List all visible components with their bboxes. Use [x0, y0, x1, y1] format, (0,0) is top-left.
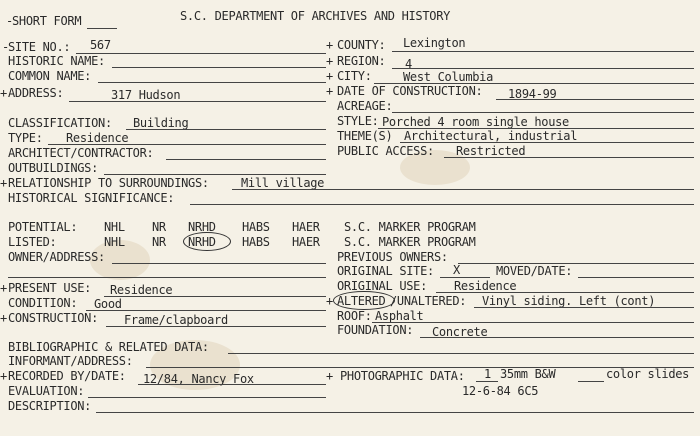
historical-significance-line	[190, 204, 694, 205]
acreage-label: ACREAGE:	[337, 99, 393, 113]
form-title: S.C. DEPARTMENT OF ARCHIVES AND HISTORY	[180, 9, 451, 23]
condition-label: CONDITION:	[8, 296, 78, 310]
city-label: CITY:	[337, 69, 372, 83]
color-slides-label: color slides	[606, 367, 690, 381]
region-label: REGION:	[337, 54, 386, 68]
common-name-label: COMMON NAME:	[8, 69, 92, 83]
architect-contractor-label: ARCHITECT/CONTRACTOR:	[8, 146, 154, 160]
listed-haer: HAER	[292, 235, 320, 249]
present-use-label: PRESENT USE:	[8, 281, 92, 295]
classification-line	[126, 129, 326, 130]
plus-mark: +	[326, 294, 333, 308]
type-line	[48, 144, 326, 145]
recorded-by-value: 12/84, Nancy Fox	[143, 372, 254, 386]
construction-line	[106, 326, 326, 327]
previous-owners-label: PREVIOUS OWNERS:	[337, 250, 448, 264]
evaluation-line	[88, 397, 326, 398]
plus-mark: +	[0, 369, 7, 383]
listed-nr: NR	[152, 235, 166, 249]
site-no-label: SITE NO.:	[8, 40, 71, 54]
bibliographic-line	[228, 353, 694, 354]
original-site-label: ORIGINAL SITE:	[337, 264, 434, 278]
bibliographic-label: BIBLIOGRAPHIC & RELATED DATA:	[8, 340, 209, 354]
photographic-data-label: PHOTOGRAPHIC DATA:	[340, 369, 465, 383]
altered-value: Vinyl siding. Left (cont)	[482, 294, 656, 308]
short-form-label: SHORT FORM	[12, 14, 82, 28]
plus-mark: +	[326, 54, 333, 68]
outbuildings-label: OUTBUILDINGS:	[8, 161, 99, 175]
potential-nrhd: NRHD	[188, 220, 216, 234]
original-site-value: X	[453, 263, 460, 277]
style-label: STYLE:	[337, 114, 379, 128]
description-label: DESCRIPTION:	[8, 399, 92, 413]
listed-nhl: NHL	[104, 235, 125, 249]
recorded-by-line	[138, 384, 326, 385]
original-use-label: ORIGINAL USE:	[337, 279, 428, 293]
potential-haer: HAER	[292, 220, 320, 234]
previous-owners-line	[458, 263, 694, 264]
roof-line	[372, 322, 694, 323]
unaltered-label: /UNALTERED:	[390, 294, 467, 308]
photo-date-roll: 12-6-84 6C5	[462, 384, 539, 398]
foundation-line	[420, 337, 694, 338]
evaluation-label: EVALUATION:	[8, 384, 85, 398]
original-use-value: Residence	[454, 279, 517, 293]
recorded-by-label: RECORDED BY/DATE:	[8, 369, 126, 383]
foundation-label: FOUNDATION:	[337, 323, 414, 337]
county-value: Lexington	[403, 36, 466, 50]
photo-bw-label: 35mm B&W	[500, 367, 556, 381]
plus-mark: +	[0, 311, 7, 325]
type-value: Residence	[66, 131, 129, 145]
photo-bw-line	[476, 381, 498, 382]
outbuildings-line	[104, 174, 326, 175]
site-no-value: 567	[90, 38, 111, 52]
date-of-construction-value: 1894-99	[508, 87, 557, 101]
photo-bw-count: 1	[484, 367, 491, 381]
relationship-value: Mill village	[241, 176, 325, 190]
altered-label: ALTERED	[337, 294, 386, 308]
address-line	[69, 101, 326, 102]
historical-significance-label: HISTORICAL SIGNIFICANCE:	[8, 191, 175, 205]
plus-mark: +	[0, 281, 7, 295]
altered-circle-mark	[333, 291, 395, 310]
color-slides-line	[578, 381, 604, 382]
address-label: ADDRESS:	[8, 86, 64, 100]
listed-label: LISTED:	[8, 235, 57, 249]
listed-sc-marker: S.C. MARKER PROGRAM	[344, 235, 476, 249]
classification-value: Building	[133, 116, 189, 130]
present-use-line	[104, 296, 326, 297]
plus-mark: +	[0, 86, 7, 100]
site-no-line	[76, 53, 326, 54]
county-line	[392, 51, 694, 52]
informant-label: INFORMANT/ADDRESS:	[8, 354, 133, 368]
present-use-value: Residence	[110, 283, 173, 297]
owner-address-line-1	[112, 263, 326, 264]
region-line	[392, 68, 694, 69]
plus-mark: +	[326, 38, 333, 52]
plus-mark: +	[326, 84, 333, 98]
city-value: West Columbia	[403, 70, 494, 84]
original-site-line	[440, 277, 490, 278]
relationship-line	[232, 189, 694, 190]
historic-name-line	[112, 67, 326, 68]
region-value: 4	[405, 57, 412, 71]
description-line	[96, 412, 694, 413]
roof-value: Asphalt	[375, 309, 424, 323]
common-name-line	[98, 82, 326, 83]
themes-value: Architectural, industrial	[404, 129, 578, 143]
construction-label: CONSTRUCTION:	[8, 311, 99, 325]
moved-date-label: MOVED/DATE:	[496, 264, 573, 278]
nrhd-circle-mark	[183, 232, 231, 251]
historic-name-label: HISTORIC NAME:	[8, 54, 105, 68]
county-label: COUNTY:	[337, 38, 386, 52]
public-access-line	[444, 157, 694, 158]
type-label: TYPE:	[8, 131, 43, 145]
themes-label: THEME(S)	[337, 129, 393, 143]
public-access-label: PUBLIC ACCESS:	[337, 144, 434, 158]
public-access-value: Restricted	[456, 144, 526, 158]
plus-mark: +	[326, 69, 333, 83]
original-use-line	[436, 292, 694, 293]
potential-nhl: NHL	[104, 220, 125, 234]
architect-contractor-line	[166, 159, 326, 160]
classification-label: CLASSIFICATION:	[8, 116, 112, 130]
potential-habs: HABS	[242, 220, 270, 234]
potential-nr: NR	[152, 220, 166, 234]
listed-nrhd: NRHD	[188, 235, 216, 249]
address-value: 317 Hudson	[111, 88, 181, 102]
condition-line	[86, 310, 326, 311]
altered-line	[474, 307, 694, 308]
foundation-value: Concrete	[432, 325, 488, 339]
moved-date-line	[578, 277, 694, 278]
plus-mark: +	[0, 176, 7, 190]
short-form-line	[87, 28, 117, 29]
dash-mark: -	[6, 14, 13, 28]
listed-habs: HABS	[242, 235, 270, 249]
owner-address-line-2	[8, 277, 326, 278]
roof-label: ROOF:	[337, 309, 372, 323]
themes-line	[400, 142, 694, 143]
acreage-line	[392, 112, 694, 113]
dash-mark: -	[2, 40, 9, 54]
date-of-construction-line	[496, 99, 694, 100]
owner-address-label: OWNER/ADDRESS:	[8, 250, 105, 264]
date-of-construction-label: DATE OF CONSTRUCTION:	[337, 84, 483, 98]
relationship-label: RELATIONSHIP TO SURROUNDINGS:	[8, 176, 209, 190]
style-value: Porched 4 room single house	[382, 115, 569, 129]
plus-mark: +	[326, 369, 333, 383]
condition-value: Good	[94, 297, 122, 311]
potential-sc-marker: S.C. MARKER PROGRAM	[344, 220, 476, 234]
construction-value: Frame/clapboard	[124, 313, 228, 327]
potential-label: POTENTIAL:	[8, 220, 78, 234]
